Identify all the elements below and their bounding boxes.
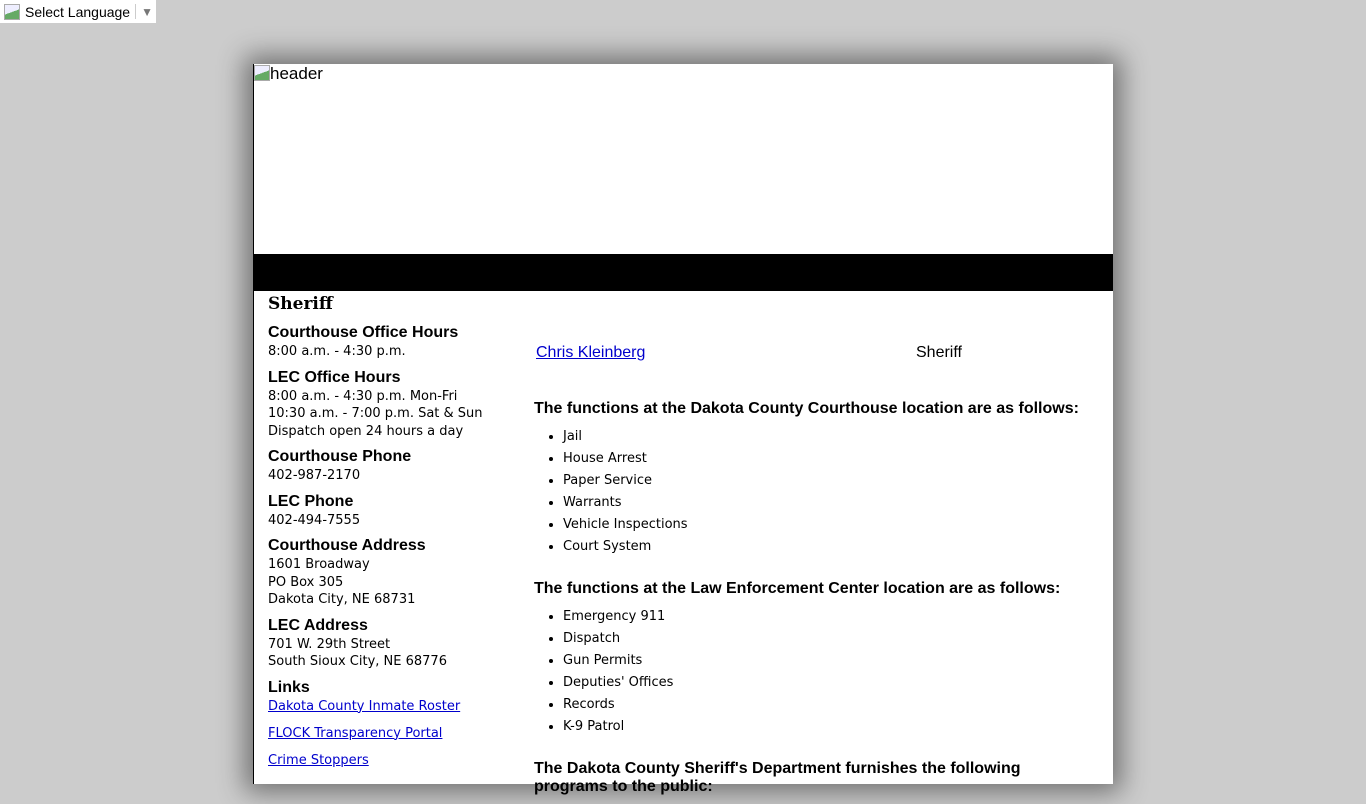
language-select-label: Select Language	[25, 3, 131, 20]
google-translate-icon	[4, 4, 20, 20]
list-item: • Jail	[563, 426, 1104, 448]
broken-image-icon	[254, 65, 270, 81]
sidebar	[268, 294, 518, 779]
list-item: • Emergency 911	[563, 606, 1104, 628]
list-item: • Dispatch	[563, 628, 1104, 650]
section-line: 8:00 a.m. - 4:30 p.m. Mon-Fri	[268, 388, 458, 404]
section-heading: Courthouse Office Hours	[268, 324, 459, 341]
sheriff-name-link[interactable]: Chris Kleinberg	[536, 344, 646, 361]
section-line: 1601 Broadway	[268, 557, 370, 572]
section-line: 701 W. 29th Street	[268, 636, 391, 652]
divider	[135, 4, 136, 19]
programs-heading: The Dakota County Sheriff's Department furnishes the following programs to the public:	[534, 760, 1021, 795]
list-item: • Paper Service	[563, 470, 1104, 492]
list-item: • Warrants	[563, 492, 1104, 514]
section-line: 10:30 a.m. - 7:00 p.m. Sat & Sun	[268, 406, 483, 421]
section-heading: LEC Phone	[268, 492, 354, 510]
section-heading: LEC Office Hours	[268, 368, 401, 386]
sidebar-link[interactable]: Dakota County Inmate Roster	[268, 698, 461, 714]
links-heading: Links	[268, 678, 310, 696]
lec-functions-list	[534, 606, 1104, 738]
list-item: • Deputies' Offices	[563, 672, 1104, 694]
sidebar-title: Sheriff	[268, 294, 333, 314]
language-select[interactable]	[0, 0, 156, 23]
list-item: • Court System	[563, 536, 1104, 558]
page-container	[253, 64, 1113, 795]
courthouse-functions-heading: The functions at the Dakota County Courthouse location are as follows:	[534, 400, 1079, 417]
list-item: • K-9 Patrol	[563, 716, 1104, 738]
sheriff-title: Sheriff	[916, 344, 962, 361]
section-line: Dakota City, NE 68731	[268, 592, 416, 607]
section-heading: LEC Address	[268, 616, 368, 634]
lec-functions-heading: The functions at the Law Enforcement Center location are as follows:	[534, 580, 1061, 597]
sidebar-link[interactable]: FLOCK Transparency Portal	[268, 725, 443, 741]
list-item: • Records	[563, 694, 1104, 716]
section-line: South Sioux City, NE 68776	[268, 654, 447, 669]
section-line: 8:00 a.m. - 4:30 p.m.	[268, 344, 406, 359]
list-item: • Vehicle Inspections	[563, 514, 1104, 536]
sidebar-link[interactable]: Crime Stoppers	[268, 752, 369, 768]
chevron-down-icon: ▼	[141, 4, 153, 19]
section-line: 402-494-7555	[268, 512, 361, 528]
sheriff-row	[536, 344, 1104, 362]
section-heading: Courthouse Address	[268, 537, 426, 554]
section-line: 402-987-2170	[268, 468, 361, 483]
main-content	[534, 344, 1104, 804]
list-item: • House Arrest	[563, 448, 1104, 470]
list-item: • Gun Permits	[563, 650, 1104, 672]
header-image	[254, 64, 1113, 254]
header-alt-text: header	[270, 64, 323, 83]
nav-bar	[254, 254, 1113, 291]
section-heading: Courthouse Phone	[268, 448, 412, 465]
section-line: PO Box 305	[268, 574, 344, 590]
section-line: Dispatch open 24 hours a day	[268, 423, 464, 439]
courthouse-functions-list	[534, 426, 1104, 558]
